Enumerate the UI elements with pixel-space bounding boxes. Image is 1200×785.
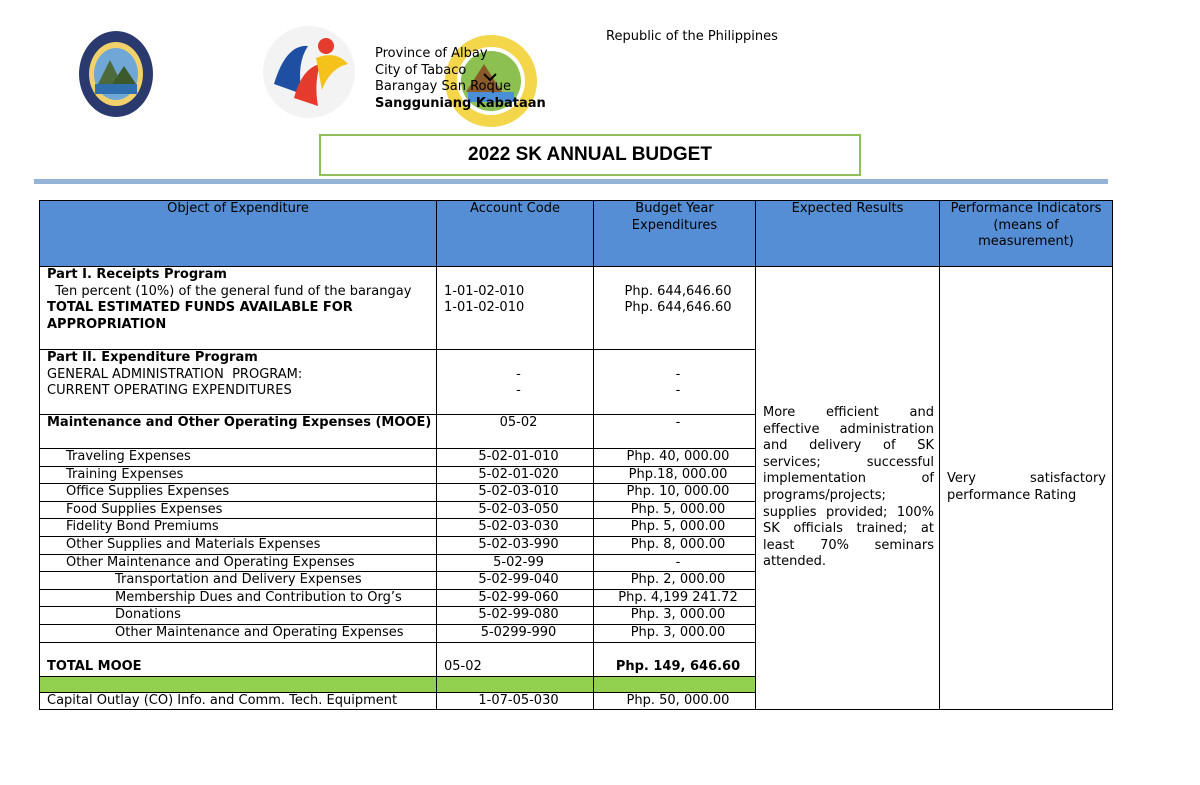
mooe-label: Maintenance and Other Operating Expenses (MOOE) [40, 415, 437, 449]
part2-line-2: CURRENT OPERATING EXPENDITURES [47, 383, 292, 399]
total-mooe-amount: Php. 149, 646.60 [594, 642, 756, 676]
item-code: 5-02-03-030 [437, 519, 594, 537]
green-cell [437, 676, 594, 692]
total-mooe-label: TOTAL MOOE [40, 642, 437, 676]
part2-line-1: GENERAL ADMINISTRATION PROGRAM: [47, 366, 303, 382]
item-code: 5-02-01-010 [437, 449, 594, 467]
capital-outlay-label: Capital Outlay (CO) Info. and Comm. Tech. Equipment [40, 692, 437, 710]
part1-cell [40, 267, 437, 350]
subitem-label: Other Maintenance and Operating Expenses [40, 624, 437, 642]
table-header-row [40, 201, 1113, 267]
part1-heading: Part I. Receipts Program [47, 267, 227, 282]
item-label: Fidelity Bond Premiums [40, 519, 437, 537]
capital-outlay-code: 1-07-05-030 [437, 692, 594, 710]
item-amount: Php. 5, 000.00 [594, 501, 756, 519]
barangay-label: Barangay San Roque [375, 79, 511, 94]
part1-codes [437, 267, 594, 350]
mooe-amount: - [594, 415, 756, 449]
item-label: Office Supplies Expenses [40, 484, 437, 502]
item-amount: Php.18, 000.00 [594, 466, 756, 484]
item-label: Traveling Expenses [40, 449, 437, 467]
item-amount: Php. 8, 000.00 [594, 536, 756, 554]
province-label: Province of Albay [375, 46, 488, 61]
part2-code-1: - [516, 366, 521, 382]
total-mooe-code: 05-02 [437, 642, 594, 676]
budget-table [39, 200, 1113, 710]
item-code: 5-02-03-050 [437, 501, 594, 519]
item-label: Other Maintenance and Operating Expenses [40, 554, 437, 572]
subitem-code: 5-02-99-080 [437, 607, 594, 625]
divider [34, 179, 1108, 184]
subitem-label: Donations [40, 607, 437, 625]
part2-heading: Part II. Expenditure Program [47, 350, 258, 365]
item-code: 5-02-03-010 [437, 484, 594, 502]
item-label: Other Supplies and Materials Expenses [40, 536, 437, 554]
part1-line: Ten percent (10%) of the general fund of the barangay [47, 283, 412, 299]
item-amount: Php. 10, 000.00 [594, 484, 756, 502]
capital-outlay-amount: Php. 50, 000.00 [594, 692, 756, 710]
table-row [40, 267, 1113, 350]
part1-amounts [594, 267, 756, 350]
item-amount: Php. 40, 000.00 [594, 449, 756, 467]
subitem-amount: Php. 2, 000.00 [594, 572, 756, 590]
header-address [375, 46, 546, 112]
col-header-account: Account Code [437, 201, 594, 267]
part2-amounts [594, 350, 756, 415]
part2-amount-2: - [675, 383, 681, 399]
part2-amount-1: - [675, 366, 681, 382]
item-code: 5-02-99 [437, 554, 594, 572]
col-header-results: Expected Results [756, 201, 940, 267]
city-label: City of Tabaco [375, 62, 467, 78]
subitem-label: Membership Dues and Contribution to Org’s [40, 589, 437, 607]
part1-amount-1: Php. 644,646.60 [624, 283, 732, 299]
item-code: 5-02-01-020 [437, 466, 594, 484]
city-of-tabaco-seal [78, 30, 154, 118]
part2-cell [40, 350, 437, 415]
mooe-code: 05-02 [437, 415, 594, 449]
subitem-amount: Php. 3, 000.00 [594, 624, 756, 642]
republic-label: Republic of the Philippines [606, 29, 778, 44]
part1-amount-2: Php. 644,646.60 [624, 300, 732, 316]
item-amount: - [594, 554, 756, 572]
expected-results-cell: More efficient and effective administration and delivery of SK services; successful implementation of programs/projects; supplies provided; 100% SK officials trained; at least 70% seminars attended. [756, 267, 940, 710]
part2-codes [437, 350, 594, 415]
green-cell [594, 676, 756, 692]
subitem-label: Transportation and Delivery Expenses [40, 572, 437, 590]
performance-indicator-cell: Very satisfactory performance Rating [940, 267, 1113, 710]
sk-logo [256, 24, 362, 120]
subitem-code: 5-02-99-060 [437, 589, 594, 607]
green-cell [40, 676, 437, 692]
part1-code-2: 1-01-02-010 [444, 300, 525, 316]
item-label: Training Expenses [40, 466, 437, 484]
part1-total: TOTAL ESTIMATED FUNDS AVAILABLE FOR APPROPRIATION [47, 300, 353, 332]
col-header-indicators: Performance Indicators (means of measurement) [940, 201, 1113, 267]
subitem-code: 5-02-99-040 [437, 572, 594, 590]
item-code: 5-02-03-990 [437, 536, 594, 554]
part2-code-2: - [516, 383, 521, 399]
subitem-code: 5-0299-990 [437, 624, 594, 642]
item-amount: Php. 5, 000.00 [594, 519, 756, 537]
subitem-amount: Php. 4,199 241.72 [594, 589, 756, 607]
col-header-budget: Budget Year Expenditures [594, 201, 756, 267]
item-label: Food Supplies Expenses [40, 501, 437, 519]
subitem-amount: Php. 3, 000.00 [594, 607, 756, 625]
page-title: 2022 SK ANNUAL BUDGET [319, 134, 861, 176]
col-header-object: Object of Expenditure [40, 201, 437, 267]
council-label: Sangguniang Kabataan [375, 95, 546, 111]
part1-code-1: 1-01-02-010 [444, 283, 525, 299]
